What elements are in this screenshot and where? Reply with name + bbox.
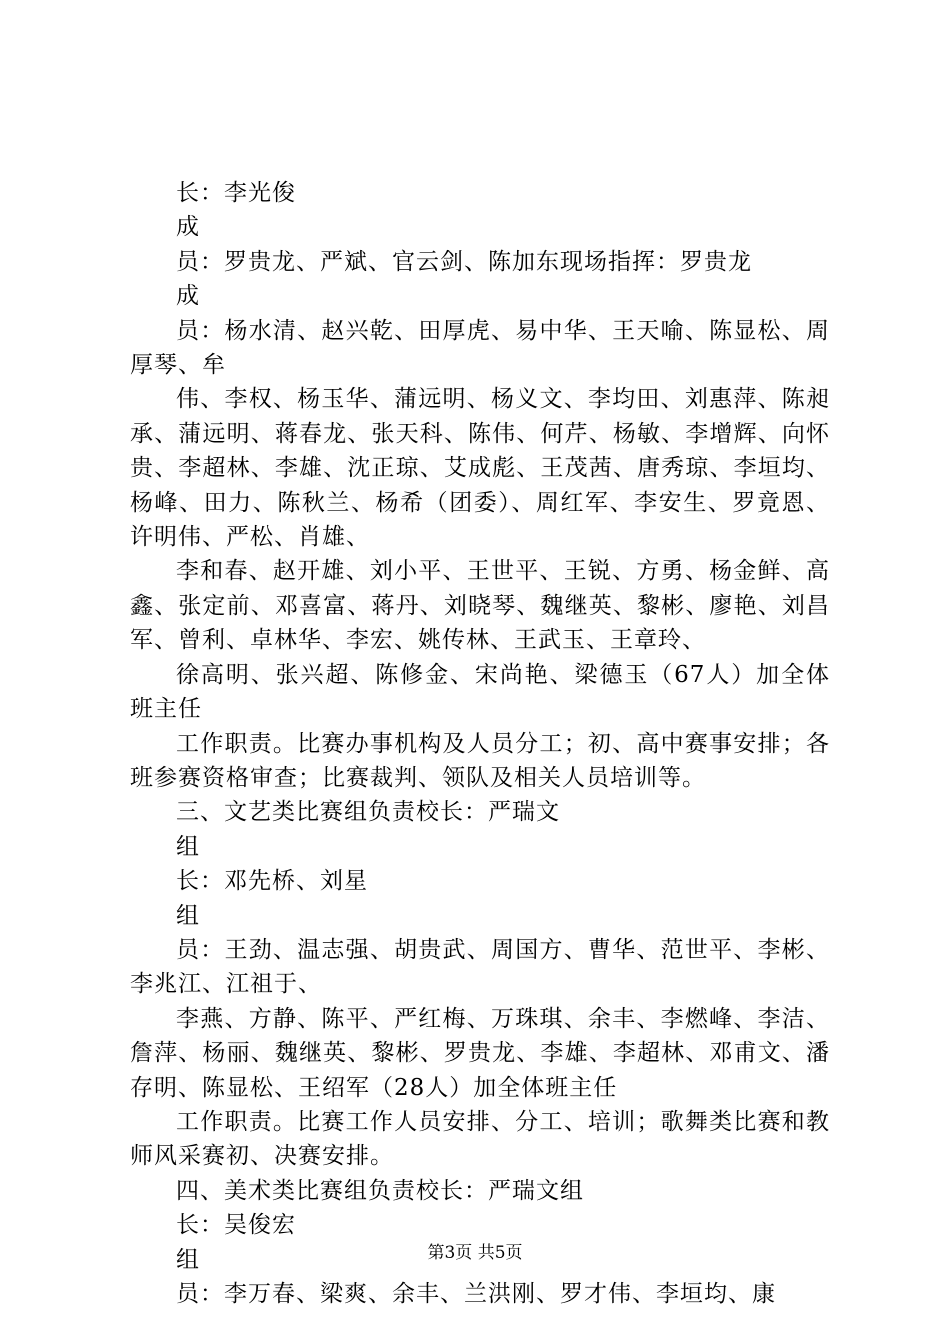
paragraph: 工作职责。比赛工作人员安排、分工、培训；歌舞类比赛和教师风采赛初、决赛安排。 (130, 1108, 830, 1170)
paragraph: 工作职责。比赛办事机构及人员分工；初、高中赛事安排；各班参赛资格审查；比赛裁判、领队及相关人员培训等。 (130, 730, 830, 791)
paragraph: 成 (176, 283, 200, 310)
section-heading: 三、文艺类比赛组负责校长：严瑞文 (176, 799, 560, 826)
document-body (130, 176, 830, 1311)
paragraph: 长：吴俊宏 (176, 1212, 296, 1239)
paragraph: 组 (176, 833, 200, 860)
paragraph: 李和春、赵开雄、刘小平、王世平、王锐、方勇、杨金鲜、高鑫、张定前、邓喜富、蒋丹、刘晓琴、魏继英、黎彬、廖艳、刘昌军、曾利、卓林华、李宏、姚传林、王武玉、王章玲、 (130, 558, 830, 654)
paragraph: 长：李光俊 (176, 180, 296, 206)
paragraph: 员：罗贵龙、严斌、官云剑、陈加东现场指挥：罗贵龙 (176, 248, 752, 275)
paragraph: 员：王劲、温志强、胡贵武、周国方、曹华、范世平、李彬、李兆江、江祖于、 (130, 936, 830, 998)
paragraph: 伟、李权、杨玉华、蒲远明、杨义文、李均田、刘惠萍、陈昶承、蒲远明、蒋春龙、张天科、陈伟、何芹、杨敏、李增辉、向怀贵、李超林、李雄、沈正琼、艾成彪、王茂茜、唐秀琼、李垣均、杨峰、田力、陈秋兰、杨希（团委）、周红军、李安生、罗竟恩、许明伟、严松、肖雄、 (130, 386, 830, 551)
paragraph: 徐高明、张兴超、陈修金、宋尚艳、梁德玉（67人）加全体班主任 (130, 661, 830, 723)
section-heading: 四、美术类比赛组负责校长：严瑞文组 (176, 1177, 584, 1204)
paragraph: 组 (176, 902, 200, 929)
paragraph: 员：杨水清、赵兴乾、田厚虎、易中华、王天喻、陈显松、周厚琴、牟 (130, 317, 830, 379)
paragraph: 组 (176, 1246, 200, 1273)
page-footer: 第3页 共5页 (427, 1243, 523, 1263)
paragraph: 成 (176, 214, 200, 241)
paragraph: 李燕、方静、陈平、严红梅、万珠琪、余丰、李燃峰、李洁、詹萍、杨丽、魏继英、黎彬、罗贵龙、李雄、李超林、邓甫文、潘存明、陈显松、王绍军（28人）加全体班主任 (130, 1005, 830, 1101)
paragraph: 长：邓先桥、刘星 (176, 868, 368, 895)
paragraph: 员：李万春、梁爽、余丰、兰洪刚、罗才伟、李垣均、康 (176, 1281, 776, 1307)
